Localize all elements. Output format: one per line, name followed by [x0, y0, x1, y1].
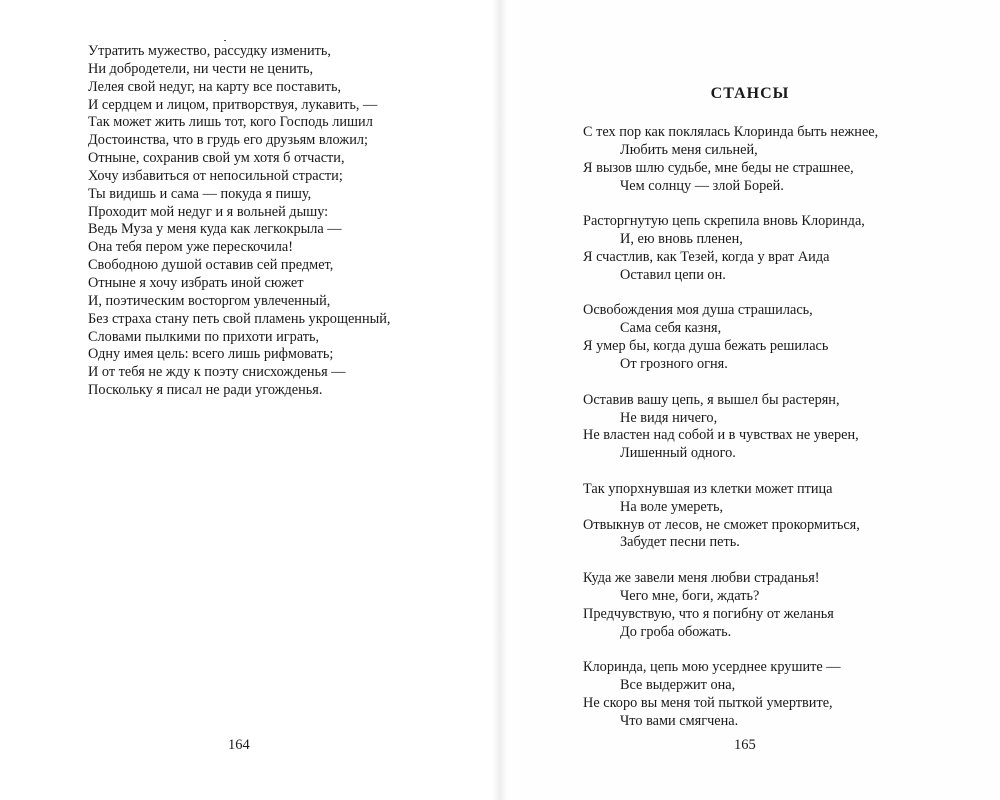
stanza: [583, 659, 983, 730]
poem-line: И, поэтическим восторгом увлеченный,: [88, 292, 331, 309]
book-gutter: [492, 0, 508, 800]
page-number-left: 164: [228, 737, 250, 753]
poem-title: СТАНСЫ: [710, 85, 790, 102]
poem-line: Отвыкнув от лесов, не сможет прокормиться,: [583, 516, 860, 533]
poem-line: До гроба обожать.: [620, 623, 732, 640]
poem-line: Что вами смягчена.: [620, 712, 739, 729]
poem-line: Лишенный одного.: [620, 445, 736, 462]
poem-line: Она тебя пером уже перескочила!: [88, 239, 294, 256]
stanza: [583, 392, 983, 463]
poem-line: Клоринда, цепь мою усерднее крушите —: [583, 659, 841, 676]
poem-line: Отныне я хочу избрать иной сюжет: [88, 274, 304, 291]
poem-line: Достоинства, что в грудь его друзьям вложил;: [88, 132, 368, 149]
poem-line: Освобождения моя душа страшилась,: [583, 302, 813, 319]
poem-line: Поскольку я писал не ради угожденья.: [88, 382, 323, 399]
poem-line: От грозного огня.: [620, 355, 728, 372]
poem-line: Я умер бы, когда душа бежать решилась: [583, 338, 829, 355]
poem-line: Забудет песни петь.: [620, 534, 740, 551]
poem-line: Оставил цепи он.: [620, 266, 726, 283]
stanza: [583, 213, 983, 284]
poem-line: И, ею вновь пленен,: [620, 231, 743, 248]
print-mark: [224, 40, 226, 41]
poem-line: Предчувствую, что я погибну от желанья: [583, 605, 834, 622]
stanza: [583, 302, 983, 373]
poem-line: Не скоро вы меня той пыткой умертвите,: [583, 695, 833, 711]
poem-line: Свободною душой оставив сей предмет,: [88, 257, 334, 274]
stanza: [583, 124, 983, 195]
poem-line: Ты видишь и сама — покуда я пишу,: [88, 185, 312, 202]
poem-line: Утратить мужество, рассудку изменить,: [88, 43, 331, 59]
poem-line: Хочу избавиться от непосильной страсти;: [88, 167, 343, 184]
poem-line: И от тебя не жду к поэту снисхожденья —: [88, 364, 346, 381]
poem-line: Так упорхнувшая из клетки может птица: [583, 480, 833, 497]
poem-line: Все выдержит она,: [620, 677, 736, 694]
poem-line: Ни добродетели, ни чести не ценить,: [88, 60, 314, 77]
poem-line: Куда же завели меня любви страданья!: [583, 570, 820, 587]
poem-line: Без страха стану петь свой пламень укрощенный,: [88, 310, 391, 327]
poem-line: Не видя ничего,: [620, 409, 718, 426]
poem-line: Проходит мой недуг и я вольней дышу:: [88, 203, 329, 220]
left-poem: [88, 43, 488, 400]
poem-line: Одну имея цель: всего лишь рифмовать;: [88, 346, 334, 363]
poem-line: Расторгнутую цепь скрепила вновь Клоринда,: [583, 213, 865, 230]
poem-line: Ведь Муза у меня куда как легкокрыла —: [88, 221, 342, 238]
poem-line: Так может жить лишь тот, кого Господь лишил: [88, 114, 373, 131]
poem-line: Словами пылкими по прихоти играть,: [88, 328, 320, 345]
poem-line: На воле умереть,: [620, 498, 724, 515]
poem-line: С тех пор как поклялась Клоринда быть нежнее,: [583, 124, 879, 140]
poem-line: Я счастлив, как Тезей, когда у врат Аида: [583, 248, 830, 265]
poem-line: Оставив вашу цепь, я вышел бы растерян,: [583, 391, 840, 408]
poem-line: Не властен над собой и в чувствах не уверен,: [583, 427, 859, 444]
poem-line: Лелея свой недуг, на карту все поставить,: [88, 78, 342, 95]
stanza: [583, 570, 983, 641]
stanza: [583, 481, 983, 552]
right-poem: [583, 124, 983, 749]
poem-line: Любить меня сильней,: [620, 141, 758, 158]
poem-line: И сердцем и лицом, притворствуя, лукавить, —: [88, 96, 378, 113]
poem-line: Сама себя казня,: [620, 320, 722, 337]
poem-line: Чем солнцу — злой Борей.: [620, 177, 784, 194]
page-number-right: 165: [734, 737, 756, 753]
poem-line: Чего мне, боги, ждать?: [620, 587, 760, 604]
poem-line: Я вызов шлю судьбе, мне беды не страшнее,: [583, 159, 854, 176]
poem-line: Отныне, сохранив свой ум хотя б отчасти,: [88, 150, 345, 167]
